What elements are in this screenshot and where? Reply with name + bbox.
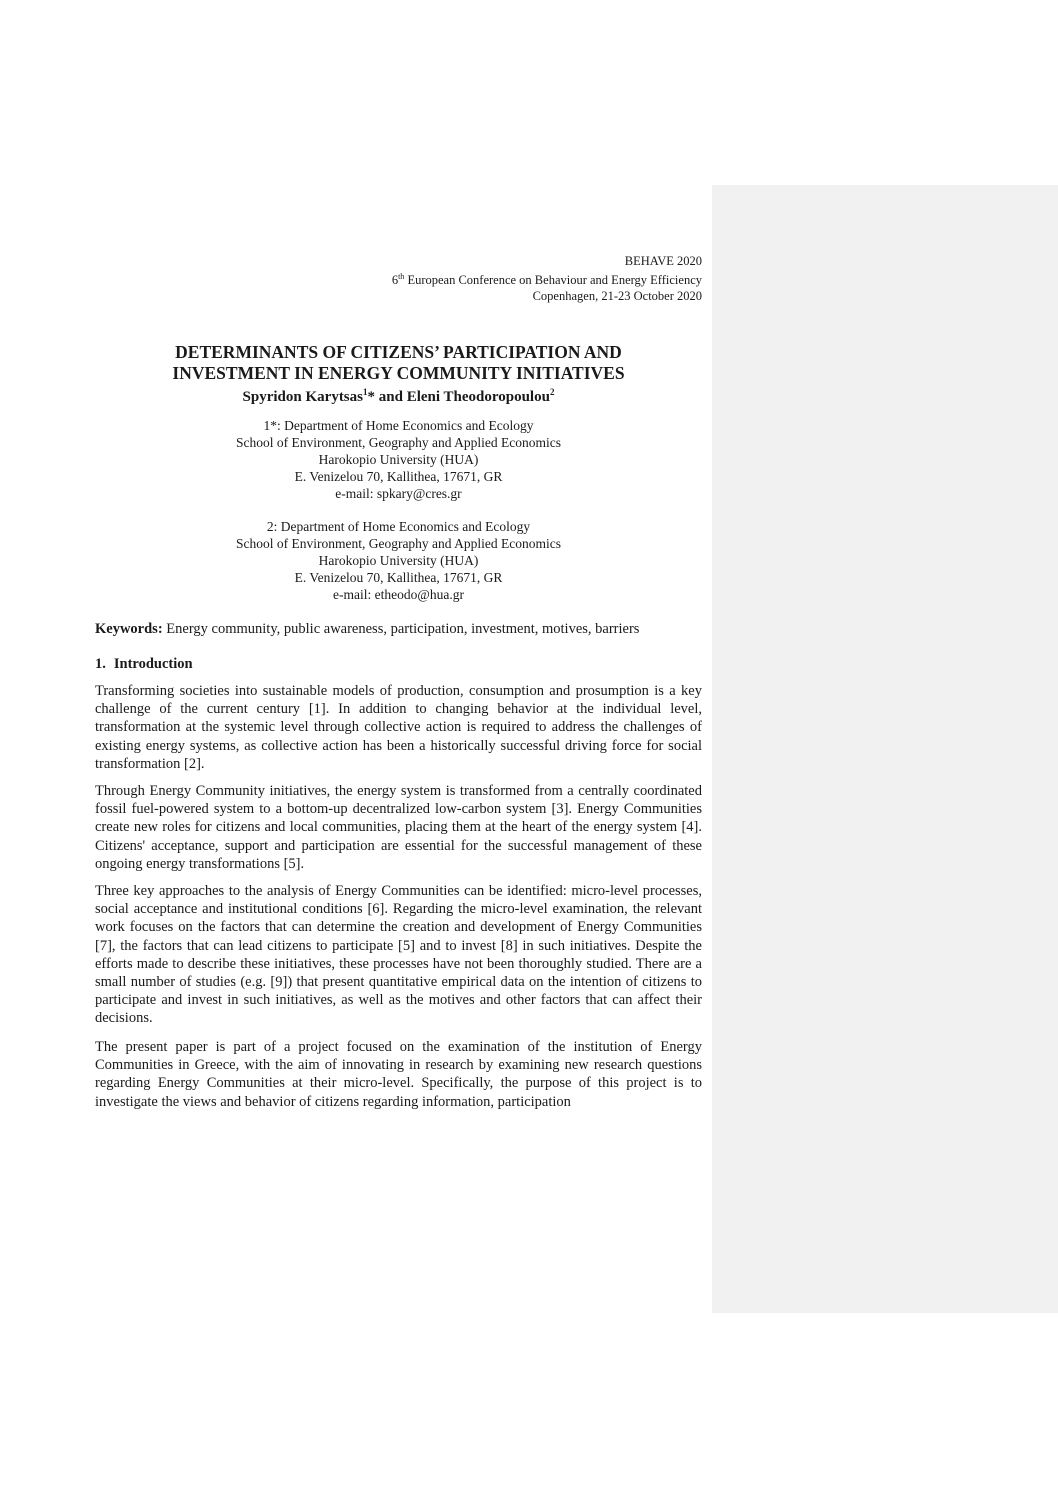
author-1: Spyridon Karytsas xyxy=(242,389,363,405)
conference-name: BEHAVE 2020 xyxy=(624,254,702,268)
keywords xyxy=(95,620,702,638)
keywords-label: Keywords: xyxy=(95,621,163,637)
paragraph-4: The present paper is part of a project focused on the examination of the institution of Energy Communities in Greece, with the aim of innovating in research by examining new research questions regarding Energy Communities at their micro-level. Specifically, the purpose of this project is to investigate the views and behavior of citizens regarding information, participation xyxy=(95,1039,702,1110)
paragraph-3: Three key approaches to the analysis of Energy Communities can be identified: micro-level processes, social acceptance and institutional conditions [6]. Regarding the micro-level examination, the relevant work focuses on the factors that can determine the creation and development of Energy Communities [7], the factors that can lead citizens to participate [5] and to invest [8] in such initiatives. Despite the efforts made to describe these initiatives, these processes have not been thoroughly studied. There are a small number of studies (e.g. [9]) that present quantitative empirical data on the intention of citizens to participate and invest in such initiatives, as well as the motives and other factors that can affect their decisions. xyxy=(95,883,702,1027)
paragraph-2: Through Energy Community initiatives, the energy system is transformed from a centrally coordinated fossil fuel-powered system to a bottom-up decentralized low-carbon system [3]. Energy Communities create new roles for citizens and local communities, placing them at the heart of the energy system [4]. Citizens' acceptance, support and participation are essential for the successful management of these ongoing energy transformations [5]. xyxy=(95,783,702,872)
email-1[interactable]: e-mail: spkary@cres.gr xyxy=(335,486,462,501)
comment-margin-pane xyxy=(712,185,1058,1313)
author-list: Spyridon Karytsas$^1$* and Eleni Theodoropoulou$^2$ xyxy=(242,387,555,405)
affiliation-2: 2: Department of Home Economics and Ecology School of Environment, Geography and Applied Economics Harokopio University (HUA) E. Venizelou 70, Kallithea, 17671, GR e-mail: etheodo@hua.gr xyxy=(95,518,702,603)
keywords-text: Energy community, public awareness, participation, investment, motives, barriers xyxy=(162,621,640,637)
conference-header xyxy=(300,253,702,304)
email-2[interactable]: e-mail: etheodo@hua.gr xyxy=(333,587,464,602)
author-2: Eleni Theodoropoulou xyxy=(406,389,550,405)
section-heading-introduction: 1. Introduction xyxy=(95,656,193,672)
title-line-2: INVESTMENT IN ENERGY COMMUNITY INITIATIVES xyxy=(172,363,625,383)
affiliation-1: 1*: Department of Home Economics and Ecology School of Environment, Geography and Applied Economics Harokopio University (HUA) E. Venizelou 70, Kallithea, 17671, GR e-mail: spkary@cres.gr xyxy=(95,417,702,502)
paper-title xyxy=(95,342,702,384)
conference-subtitle: 6th European Conference on Behaviour and Energy Efficiency xyxy=(391,272,702,288)
title-line-1: DETERMINANTS OF CITIZENS’ PARTICIPATION AND xyxy=(175,342,622,362)
paragraph-1: Transforming societies into sustainable models of production, consumption and prosumption is a key challenge of the current century [1]. In addition to changing behavior at the individual level, transformation at the systemic level through collective action is required to address the challenges of existing energy systems, as collective action has been a historically successful driving force for social transformation [2]. xyxy=(95,683,702,772)
conference-location-date: Copenhagen, 21-23 October 2020 xyxy=(532,289,702,304)
